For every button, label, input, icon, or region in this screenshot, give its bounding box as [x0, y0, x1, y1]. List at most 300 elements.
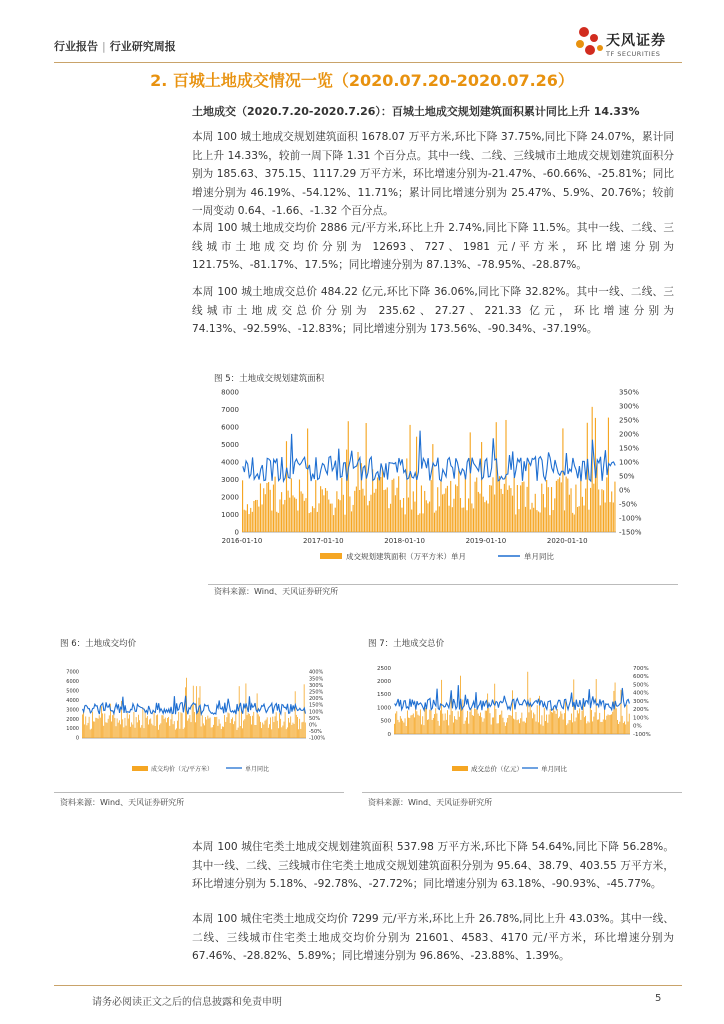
bar: [250, 508, 251, 532]
y-left-tick-label: 7000: [66, 669, 79, 676]
header-report-type: 行业报告: [54, 40, 98, 53]
bar: [552, 713, 553, 734]
bar: [453, 499, 454, 532]
bar: [566, 725, 567, 734]
bar: [126, 726, 127, 738]
bar: [147, 716, 148, 738]
bar: [411, 510, 412, 532]
bar: [489, 485, 490, 532]
bar: [172, 712, 173, 738]
bar: [466, 717, 467, 734]
bar: [218, 726, 219, 738]
bar: [131, 722, 132, 738]
bar: [270, 717, 271, 738]
bar: [593, 484, 594, 532]
bar: [625, 724, 626, 734]
bar: [531, 710, 532, 734]
bar: [188, 718, 189, 738]
bar: [624, 721, 625, 734]
bar: [462, 508, 463, 532]
bar: [234, 721, 235, 738]
chart-5-divider: [208, 584, 678, 585]
bar: [595, 712, 596, 734]
bar: [251, 724, 252, 738]
bar: [99, 715, 100, 738]
bar: [479, 494, 480, 532]
y-left-tick-label: 5000: [221, 440, 239, 449]
bar: [491, 486, 492, 532]
bar: [263, 488, 264, 532]
bar: [432, 720, 433, 734]
bar: [271, 729, 272, 738]
bar: [543, 494, 544, 532]
bar: [187, 721, 188, 738]
bar: [214, 717, 215, 738]
bar: [422, 513, 423, 532]
bar: [536, 722, 537, 734]
bar: [174, 721, 175, 738]
bar: [500, 715, 501, 734]
bar: [445, 713, 446, 734]
bar: [281, 727, 282, 738]
bar: [268, 728, 269, 738]
bar: [458, 711, 459, 734]
bar: [127, 713, 128, 738]
bar: [601, 489, 602, 532]
bar: [290, 716, 291, 738]
bar: [465, 477, 466, 532]
bar: [490, 713, 491, 734]
chart-6: [54, 662, 344, 782]
y-right-tick-label: 400%: [633, 690, 649, 697]
y-left-tick-label: 0: [234, 528, 239, 537]
bar: [540, 724, 541, 734]
report-header: 行业报告 | 行业研究周报: [54, 40, 176, 53]
y-left-tick-label: 2000: [377, 679, 391, 686]
bar: [499, 476, 500, 532]
bar: [88, 723, 89, 738]
bar: [104, 714, 105, 738]
bar: [407, 710, 408, 734]
bar: [85, 716, 86, 738]
chart-6-source: 资料来源：Wind、天风证券研究所: [60, 798, 185, 807]
bar: [531, 503, 532, 532]
bar: [293, 723, 294, 738]
bar: [515, 514, 516, 532]
bar: [518, 719, 519, 734]
bar: [135, 728, 136, 738]
bar: [590, 488, 591, 532]
bar: [154, 712, 155, 738]
bar: [267, 717, 268, 738]
bar: [160, 723, 161, 738]
bar: [421, 724, 422, 734]
bar: [252, 716, 253, 738]
y-right-tick-label: 0%: [309, 722, 317, 729]
bar: [504, 484, 505, 532]
bar: [118, 723, 119, 738]
bar: [487, 694, 488, 734]
bar: [544, 708, 545, 734]
bar: [536, 510, 537, 532]
bar: [466, 510, 467, 532]
y-left-tick-label: 0: [387, 731, 391, 738]
bar: [478, 714, 479, 734]
bar: [144, 728, 145, 738]
bar: [106, 722, 107, 738]
bar: [569, 495, 570, 532]
bar: [250, 716, 251, 738]
bar: [544, 507, 545, 532]
x-tick-label: 2017-01-10: [302, 537, 344, 545]
bar: [225, 722, 226, 738]
bar: [280, 719, 281, 738]
bar: [262, 723, 263, 738]
bar: [567, 479, 568, 532]
bar: [296, 715, 297, 738]
bar: [277, 721, 278, 738]
bar: [491, 725, 492, 734]
bar: [483, 722, 484, 734]
bar: [551, 487, 552, 532]
bar: [108, 719, 109, 738]
bar: [413, 491, 414, 532]
bar: [138, 715, 139, 738]
bar: [613, 502, 614, 532]
bar: [259, 716, 260, 738]
bar: [257, 500, 258, 532]
y-right-tick-label: 350%: [619, 388, 640, 397]
bar: [295, 691, 296, 738]
bar: [205, 717, 206, 738]
bar: [289, 498, 290, 532]
legend-bar-label: 成交均价（元/平方米）: [151, 766, 214, 773]
bar: [541, 484, 542, 532]
bar: [335, 508, 336, 532]
bar: [598, 719, 599, 734]
bar: [549, 515, 550, 532]
bar: [286, 729, 287, 738]
bar: [298, 729, 299, 738]
bar: [600, 505, 601, 532]
bar: [559, 477, 560, 532]
bar: [521, 713, 522, 734]
bar: [253, 501, 254, 532]
bar: [425, 708, 426, 734]
bar: [586, 723, 587, 734]
bar: [546, 715, 547, 734]
bar: [390, 504, 391, 532]
bar: [486, 711, 487, 734]
bar: [113, 714, 114, 738]
bar: [112, 715, 113, 738]
bar: [609, 502, 610, 532]
logo-name-en: TF SECURITIES: [606, 50, 661, 58]
bar: [291, 725, 292, 738]
bar: [341, 478, 342, 532]
bar: [576, 717, 577, 734]
y-left-tick-label: 5000: [66, 688, 79, 695]
bar: [285, 712, 286, 738]
bar: [294, 497, 295, 532]
bar: [367, 505, 368, 532]
bar: [626, 705, 627, 734]
bar: [530, 509, 531, 532]
bar: [553, 510, 554, 532]
bar: [128, 719, 129, 738]
bar: [405, 718, 406, 734]
section-title: 2. 百城土地成交情况一览（2020.07.20-2020.07.26）: [150, 71, 574, 90]
bar: [579, 708, 580, 734]
bar: [146, 718, 147, 738]
bar: [584, 717, 585, 734]
bar: [327, 491, 328, 532]
paragraph-area: 本周 100 城土地成交规划建筑面积 1678.07 万平方米,环比下降 37.75%,同比下降 24.07%，累计同比上升 14.33%，较前一周下降 1.31 个百分点。其中一线、二线、三线城市土地成交规划建筑面积分别为 185.63、375.15、1117.29 万平方米，环比增速分别为-21.47%、-60.66%、-25.81%；同比增速分别为 46.19%、-54.12%、11.71%；累计同比增速分别为 25.47%、5.9%、20.76%；较前一周变动 0.64、-1.66、-1.32 个百分点。: [192, 131, 674, 217]
bar: [248, 713, 249, 738]
bar: [483, 497, 484, 532]
y-right-tick-label: 700%: [633, 665, 649, 672]
bar: [257, 693, 258, 738]
bar: [288, 718, 289, 738]
bar: [274, 722, 275, 738]
bar: [493, 717, 494, 734]
footer-divider: [54, 985, 682, 986]
legend-bar-label: 成交规划建筑面积（万平方米）单月: [346, 552, 466, 561]
bar: [546, 480, 547, 532]
chart-7-source: 资料来源：Wind、天风证券研究所: [368, 798, 493, 807]
bar: [247, 715, 248, 738]
bar: [213, 725, 214, 738]
bar: [464, 724, 465, 734]
bar: [604, 708, 605, 734]
y-right-tick-label: 200%: [309, 696, 324, 703]
bar: [286, 441, 287, 532]
bar: [465, 721, 466, 734]
bar: [424, 491, 425, 532]
bar: [230, 723, 231, 738]
bar: [419, 716, 420, 734]
bar: [413, 714, 414, 734]
bar: [194, 712, 195, 738]
bar: [340, 500, 341, 532]
bar: [287, 727, 288, 738]
bar: [159, 725, 160, 738]
y-left-tick-label: 0: [75, 735, 79, 742]
bar: [506, 722, 507, 734]
bar: [591, 710, 592, 734]
bar: [517, 720, 518, 734]
bar: [573, 679, 574, 734]
bar: [244, 719, 245, 738]
bar: [517, 485, 518, 532]
bar: [528, 463, 529, 532]
bar: [402, 721, 403, 734]
bar: [418, 715, 419, 734]
bar: [523, 482, 524, 532]
bar: [572, 722, 573, 734]
bar: [297, 511, 298, 532]
bar: [403, 723, 404, 734]
bar: [605, 720, 606, 734]
bar: [134, 712, 135, 738]
bar: [314, 508, 315, 532]
bar: [387, 487, 388, 532]
bar: [119, 720, 120, 738]
bar: [243, 720, 244, 738]
bar: [302, 722, 303, 738]
bar: [268, 482, 269, 532]
bar: [91, 729, 92, 738]
bar: [292, 495, 293, 532]
x-tick-label: 2016-01-10: [221, 537, 263, 545]
bar: [359, 490, 360, 532]
bar: [300, 729, 301, 738]
bar: [556, 481, 557, 532]
bar: [431, 711, 432, 734]
y-right-tick-label: 200%: [633, 707, 649, 714]
bar: [123, 727, 124, 738]
bar: [558, 718, 559, 734]
bar: [294, 724, 295, 738]
bar: [611, 714, 612, 734]
bar: [455, 485, 456, 532]
bar: [442, 714, 443, 734]
bar: [185, 687, 186, 738]
bar: [395, 495, 396, 532]
bar: [572, 513, 573, 532]
bar: [400, 500, 401, 532]
bar: [428, 719, 429, 734]
chart-5-source: 资料来源：Wind、天风证券研究所: [214, 587, 339, 596]
bar: [418, 515, 419, 532]
bar: [162, 715, 163, 738]
bar: [618, 724, 619, 734]
bar: [411, 715, 412, 734]
bar: [82, 714, 83, 738]
legend-line-label: 单月同比: [524, 552, 554, 561]
bar: [310, 512, 311, 532]
bar: [473, 508, 474, 532]
bar: [192, 704, 193, 738]
bar: [617, 720, 618, 734]
bar: [206, 719, 207, 738]
bar: [175, 730, 176, 738]
bar: [281, 492, 282, 532]
bar: [549, 714, 550, 734]
bar: [446, 720, 447, 734]
y-right-tick-label: 300%: [309, 682, 324, 689]
bar: [596, 679, 597, 734]
bar: [392, 480, 393, 532]
bar: [609, 715, 610, 734]
bar: [353, 505, 354, 532]
bar: [260, 483, 261, 532]
bar: [132, 725, 133, 738]
y-right-tick-label: 250%: [619, 416, 640, 425]
bar: [447, 486, 448, 532]
bar: [514, 478, 515, 532]
bar: [89, 717, 90, 738]
bar: [571, 714, 572, 734]
bar: [100, 718, 101, 738]
bar: [374, 493, 375, 532]
bar: [460, 498, 461, 532]
bar: [415, 709, 416, 734]
bar: [142, 707, 143, 738]
bar: [454, 716, 455, 734]
bar: [328, 500, 329, 532]
bar: [288, 491, 289, 532]
bar: [351, 511, 352, 532]
bar: [90, 729, 91, 738]
bar: [346, 450, 347, 532]
bar: [271, 511, 272, 532]
bar: [284, 722, 285, 738]
bar: [191, 722, 192, 738]
legend-bar-swatch: [132, 766, 148, 771]
bar: [377, 477, 378, 532]
bar: [498, 723, 499, 734]
bar: [474, 708, 475, 734]
bar: [522, 482, 523, 532]
y-right-tick-label: -50%: [309, 729, 322, 736]
bar: [497, 478, 498, 532]
bar: [513, 719, 514, 734]
bar: [349, 496, 350, 532]
bar: [265, 721, 266, 738]
chart-7-divider: [362, 792, 682, 793]
bar: [95, 718, 96, 738]
bar: [181, 712, 182, 738]
bar: [509, 485, 510, 532]
bar: [592, 721, 593, 734]
y-right-tick-label: 150%: [619, 444, 640, 453]
bar: [240, 726, 241, 738]
chart-5-title: 图 5：土地成交规划建筑面积: [214, 374, 325, 384]
bar: [354, 491, 355, 532]
bar: [322, 489, 323, 532]
bar: [494, 495, 495, 532]
bar: [585, 716, 586, 734]
bar: [317, 512, 318, 532]
bar: [193, 686, 194, 738]
bar: [580, 478, 581, 532]
bar: [499, 715, 500, 734]
bar: [452, 507, 453, 532]
bar: [207, 716, 208, 738]
bar: [537, 705, 538, 734]
y-right-tick-label: 500%: [633, 682, 649, 689]
bar: [547, 723, 548, 734]
bar: [414, 502, 415, 532]
bar: [266, 483, 267, 532]
section-subtitle: 土地成交（2020.7.20-2020.7.26）：百城土地成交规划建筑面积累计同比上升 14.33%: [192, 105, 640, 118]
bar: [343, 495, 344, 532]
y-left-tick-label: 6000: [66, 679, 79, 686]
bar: [401, 508, 402, 532]
bar: [253, 712, 254, 738]
y-right-tick-label: 600%: [633, 674, 649, 681]
bar: [203, 723, 204, 738]
bar: [247, 504, 248, 532]
y-right-tick-label: -100%: [619, 514, 642, 523]
bar: [228, 712, 229, 738]
bar: [151, 724, 152, 738]
bar: [557, 479, 558, 532]
bar: [312, 506, 313, 532]
bar: [235, 714, 236, 738]
y-left-tick-label: 1000: [377, 705, 391, 712]
